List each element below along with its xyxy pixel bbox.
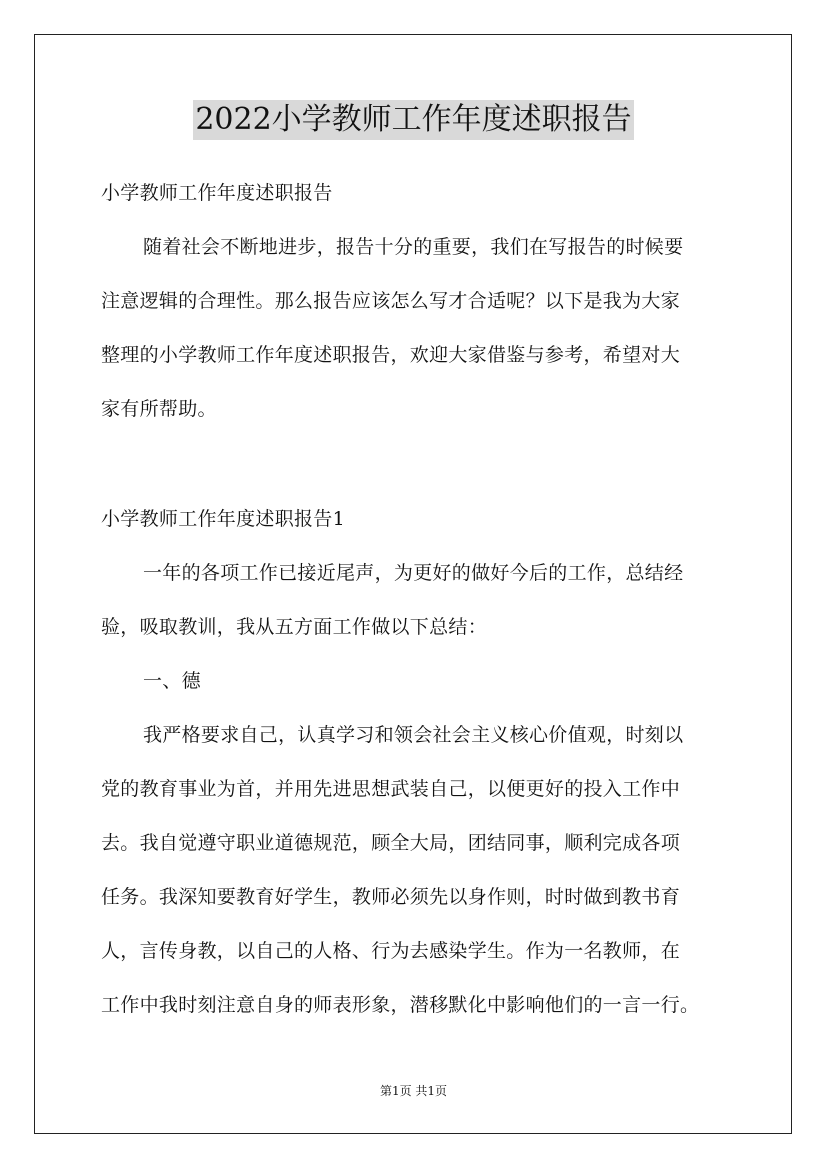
paragraph-line: 整理的小学教师工作年度述职报告，欢迎大家借鉴与参考，希望对大: [101, 344, 681, 366]
section-heading: 小学教师工作年度述职报告1: [101, 508, 345, 530]
title-container: [0, 100, 827, 140]
section-heading: 小学教师工作年度述职报告: [101, 182, 333, 204]
paragraph-line: 工作中我时刻注意自身的师表形象，潜移默化中影响他们的一言一行。: [101, 994, 700, 1016]
paragraph-line: 验，吸取教训，我从五方面工作做以下总结：: [101, 616, 488, 638]
subsection-heading: 一、德: [143, 670, 201, 692]
page-number-footer: 第1页 共1页: [379, 1084, 448, 1098]
document-title: 2022小学教师工作年度述职报告: [193, 100, 633, 140]
paragraph-line: 党的教育事业为首，并用先进思想武装自己，以便更好的投入工作中: [101, 778, 681, 800]
paragraph-line: 任务。我深知要教育好学生，教师必须先以身作则，时时做到教书育: [101, 886, 681, 908]
paragraph-line: 去。我自觉遵守职业道德规范，顾全大局，团结同事，顺利完成各项: [101, 832, 681, 854]
paragraph-line: 随着社会不断地进步，报告十分的重要，我们在写报告的时候要: [143, 236, 684, 258]
paragraph-line: 家有所帮助。: [101, 398, 217, 420]
paragraph-line: 我严格要求自己，认真学习和领会社会主义核心价值观，时刻以: [143, 724, 684, 746]
paragraph-line: 注意逻辑的合理性。那么报告应该怎么写才合适呢？以下是我为大家: [101, 290, 681, 312]
paragraph-line: 一年的各项工作已接近尾声，为更好的做好今后的工作，总结经: [143, 562, 684, 584]
paragraph-line: 人，言传身教，以自己的人格、行为去感染学生。作为一名教师，在: [101, 940, 681, 962]
